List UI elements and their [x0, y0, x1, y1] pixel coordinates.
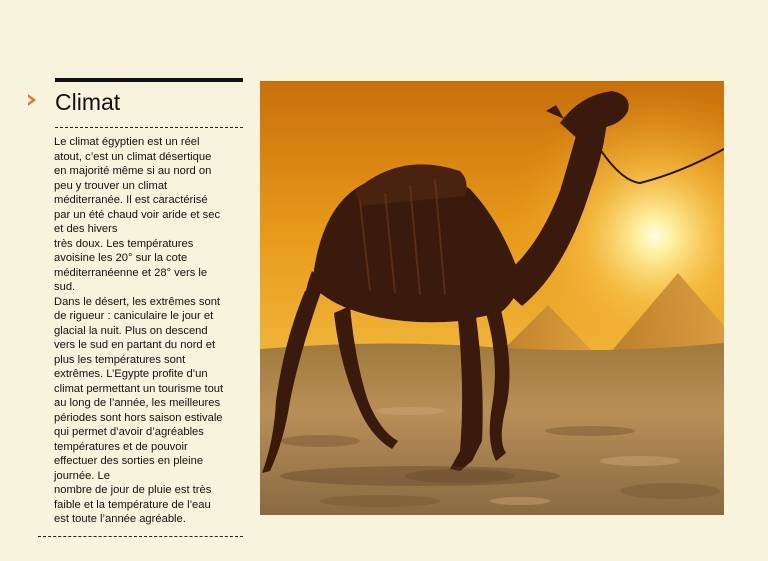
title-top-rule — [55, 78, 243, 82]
camel-pyramids-illustration — [260, 81, 724, 515]
camel-pyramids-photo — [260, 81, 724, 515]
triangle-bullet-icon — [28, 94, 36, 106]
body-text: Le climat égyptien est un réel atout, c’est un climat désertique en majorité même si au nord on peu y trouver un climat méditerranée. Il est caractérisé par un été chaud voir aride et sec et des hivers très doux. Les températures avoisine les 20° sur la cote méditerranéenne et 28° vers le sud. Dans le désert, les extrêmes sont de rigueur : caniculaire le jour et glacial la nuit. Plus on descend vers le sud en partant du nord et plus les températures sont extrêmes. L’Egypte profite d’un climat permettant un tourisme tout au long de l’année, les meilleures périodes sont hors saison estivale qui permet d’avoir d’agréables températures et de pouvoir effectuer des sorties en pleine journée. Le nombre de jour de pluie est très faible et la température de l’eau est toute l’année agréable. — [54, 136, 224, 525]
title-dashed-divider — [55, 127, 243, 128]
bottom-dashed-divider — [38, 536, 243, 537]
slide-title: Climat — [55, 89, 121, 115]
